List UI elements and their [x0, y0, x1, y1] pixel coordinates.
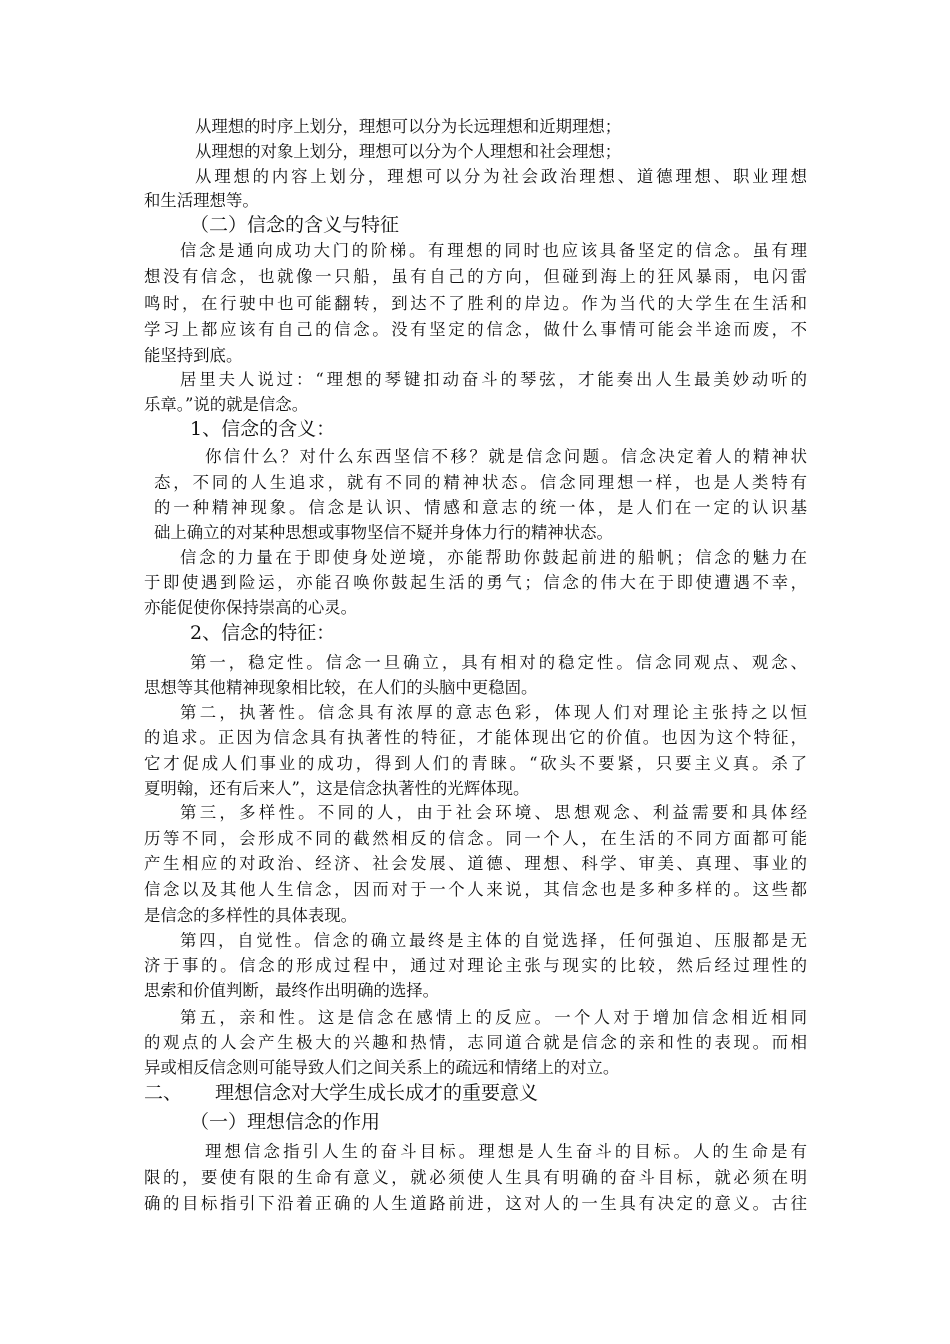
text-line: 鸣时，在行驶中也可能翻转，到达不了胜利的岸边。作为当代的大学生在生活和 [144, 294, 807, 313]
text-line: 是信念的多样性的具体表现。 [144, 906, 358, 925]
text-line: 的观点的人会产生极大的兴趣和热情，志同道合就是信念的亲和性的表现。而相 [144, 1033, 807, 1052]
text-line: 你信什么？对什么东西坚信不移？就是信念问题。信念决定着人的精神状 [205, 447, 807, 466]
text-line: 础上确立的对某种思想或事物坚信不疑并身体力行的精神状态。 [154, 523, 613, 542]
text-line: 理想信念指引人生的奋斗目标。理想是人生奋斗的目标。人的生命是有 [205, 1142, 807, 1161]
text-line: 从理想的内容上划分，理想可以分为社会政治理想、道德理想、职业理想 [195, 167, 807, 186]
subsection-heading: 2、信念的特征： [190, 622, 336, 644]
text-line: 历等不同，会形成不同的截然相反的信念。同一个人，在生活的不同方面都可能 [144, 829, 807, 848]
chapter-heading: 理想信念对大学生成长成才的重要意义 [215, 1082, 539, 1104]
text-line: 乐章。”说的就是信念。 [144, 395, 309, 414]
text-line: 第一，稳定性。信念一旦确立，具有相对的稳定性。信念同观点、观念、 [190, 653, 807, 672]
text-line: 能坚持到底。 [144, 346, 243, 365]
text-line: 想没有信念，也就像一只船，虽有自己的方向，但碰到海上的狂风暴雨，电闪雷 [144, 267, 807, 286]
text-line: 和生活理想等。 [144, 191, 259, 210]
text-line: 异或相反信念则可能导致人们之间关系上的疏远和情绪上的对立。 [144, 1058, 620, 1077]
text-line: 思索和价值判断，最终作出明确的选择。 [144, 981, 440, 1000]
text-line: 济于事的。信念的形成过程中，通过对理论主张与现实的比较，然后经过理性的 [144, 956, 807, 975]
text-line: 居里夫人说过：“理想的琴键扣动奋斗的琴弦，才能奏出人生最美妙动听的 [180, 370, 807, 389]
chapter-number: 二、 [144, 1082, 183, 1104]
text-line: 从理想的对象上划分，理想可以分为个人理想和社会理想； [195, 142, 622, 161]
subsection-heading: 1、信念的含义： [190, 418, 336, 440]
text-line: 第二，执著性。信念具有浓厚的意志色彩，体现人们对理论主张持之以恒 [180, 703, 807, 722]
text-line: 信念以及其他人生信念，因而对于一个人来说，其信念也是多种多样的。这些都 [144, 880, 807, 899]
text-line: 产生相应的对政治、经济、社会发展、道德、理想、科学、审美、真理、事业的 [144, 854, 807, 873]
text-line: 第五，亲和性。这是信念在感情上的反应。一个人对于增加信念相近相同 [180, 1008, 807, 1027]
section-heading: （一）理想信念的作用 [190, 1111, 381, 1133]
text-line: 态，不同的人生追求，就有不同的精神状态。信念同理想一样，也是人类特有 [154, 473, 807, 492]
text-line: 信念是通向成功大门的阶梯。有理想的同时也应该具备坚定的信念。虽有理 [180, 241, 807, 260]
text-line: 第四，自觉性。信念的确立最终是主体的自觉选择，任何强迫、压服都是无 [180, 931, 807, 950]
text-line: 亦能促使你保持崇高的心灵。 [144, 598, 358, 617]
text-line: 的追求。正因为信念具有执著性的特征，才能体现出它的价值。也因为这个特征， [144, 728, 807, 747]
text-line: 的一种精神现象。信念是认识、情感和意志的统一体，是人们在一定的认识基 [154, 498, 807, 517]
text-line: 限的，要使有限的生命有意义，就必须使人生具有明确的奋斗目标，就必须在明 [144, 1168, 807, 1187]
text-line: 夏明翰，还有后来人”，这是信念执著性的光辉体现。 [144, 779, 530, 798]
text-line: 它才促成人们事业的成功，得到人们的青睐。“砍头不要紧，只要主义真。杀了 [144, 754, 807, 773]
section-heading: （二）信念的含义与特征 [190, 214, 400, 236]
text-line: 确的目标指引下沿着正确的人生道路前进，这对人的一生具有决定的意义。古往 [144, 1194, 807, 1213]
text-line: 学习上都应该有自己的信念。没有坚定的信念，做什么事情可能会半途而废，不 [144, 320, 807, 339]
text-line: 思想等其他精神现象相比较，在人们的头脑中更稳固。 [144, 678, 538, 697]
text-line: 于即使遇到险运，亦能召唤你鼓起生活的勇气；信念的伟大在于即使遭遇不幸， [144, 573, 807, 592]
text-line: 从理想的时序上划分，理想可以分为长远理想和近期理想； [195, 117, 622, 136]
text-line: 信念的力量在于即使身处逆境，亦能帮助你鼓起前进的船帆；信念的魅力在 [180, 548, 807, 567]
text-line: 第三，多样性。不同的人，由于社会环境、思想观念、利益需要和具体经 [180, 803, 807, 822]
